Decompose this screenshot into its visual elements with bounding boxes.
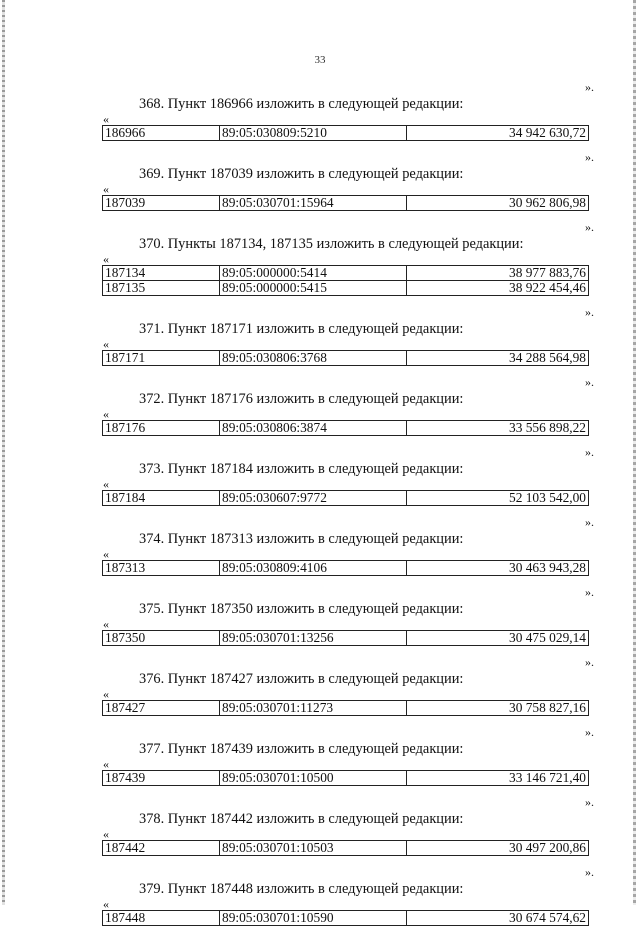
- amendment-heading: 371. Пункт 187171 изложить в следующей редакции:: [139, 321, 464, 337]
- table-row: [103, 421, 589, 436]
- amendment-heading: 379. Пункт 187448 изложить в следующей редакции:: [139, 881, 464, 897]
- opening-quote: «: [103, 182, 109, 196]
- value-cell: 30 475 029,14: [407, 631, 589, 646]
- closing-quote: ».: [585, 150, 594, 164]
- closing-quote: ».: [585, 220, 594, 234]
- cadastral-number-cell: 89:05:030806:3874: [220, 421, 407, 436]
- value-cell: 30 674 574,62: [407, 911, 589, 926]
- closing-quote: ».: [585, 445, 594, 459]
- closing-quote: ».: [585, 725, 594, 739]
- item-number-cell: 187184: [103, 491, 220, 506]
- opening-quote: «: [103, 547, 109, 561]
- section-gap: [0, 576, 640, 585]
- amendment-table: [102, 490, 589, 506]
- amendment-heading: 373. Пункт 187184 изложить в следующей редакции:: [139, 461, 464, 477]
- amendment-table: [102, 420, 589, 436]
- section-gap: [0, 141, 640, 150]
- value-cell: 30 497 200,86: [407, 841, 589, 856]
- cadastral-number-cell: 89:05:030701:10500: [220, 771, 407, 786]
- value-cell: 30 463 943,28: [407, 561, 589, 576]
- amendment-heading: 368. Пункт 186966 изложить в следующей редакции:: [139, 96, 464, 112]
- item-number-cell: 187427: [103, 701, 220, 716]
- cadastral-number-cell: 89:05:030701:10590: [220, 911, 407, 926]
- table-row: [103, 911, 589, 926]
- amendment-heading: 377. Пункт 187439 изложить в следующей редакции:: [139, 741, 464, 757]
- amendment-table: [102, 630, 589, 646]
- value-cell: 38 922 454,46: [407, 281, 589, 296]
- amendment-heading: 378. Пункт 187442 изложить в следующей редакции:: [139, 811, 464, 827]
- value-cell: 38 977 883,76: [407, 266, 589, 281]
- section-gap: [0, 716, 640, 725]
- value-cell: 52 103 542,00: [407, 491, 589, 506]
- item-number-cell: 187171: [103, 351, 220, 366]
- section-gap: [0, 926, 640, 935]
- amendment-section: [0, 725, 640, 795]
- opening-quote: «: [103, 477, 109, 491]
- item-number-cell: 187350: [103, 631, 220, 646]
- closing-quote: ».: [585, 305, 594, 319]
- cadastral-number-cell: 89:05:030701:13256: [220, 631, 407, 646]
- value-cell: 34 288 564,98: [407, 351, 589, 366]
- closing-quote: ».: [585, 585, 594, 599]
- closing-quote: ».: [585, 375, 594, 389]
- section-gap: [0, 211, 640, 220]
- section-gap: [0, 436, 640, 445]
- section-gap: [0, 506, 640, 515]
- table-row: [103, 701, 589, 716]
- table-row: [103, 841, 589, 856]
- amendment-heading: 369. Пункт 187039 изложить в следующей редакции:: [139, 166, 464, 182]
- amendment-table: [102, 770, 589, 786]
- table-row: [103, 196, 589, 211]
- value-cell: 30 758 827,16: [407, 701, 589, 716]
- amendment-section: [0, 795, 640, 865]
- cadastral-number-cell: 89:05:030607:9772: [220, 491, 407, 506]
- item-number-cell: 187135: [103, 281, 220, 296]
- amendment-table: [102, 195, 589, 211]
- amendment-heading: 375. Пункт 187350 изложить в следующей редакции:: [139, 601, 464, 617]
- amendment-section: [0, 305, 640, 375]
- amendment-heading: 370. Пункты 187134, 187135 изложить в следующей редакции:: [139, 236, 524, 252]
- cadastral-number-cell: 89:05:030701:15964: [220, 196, 407, 211]
- table-row: [103, 281, 589, 296]
- amendment-heading: 374. Пункт 187313 изложить в следующей редакции:: [139, 531, 464, 547]
- item-number-cell: 187439: [103, 771, 220, 786]
- amendment-table: [102, 560, 589, 576]
- cadastral-number-cell: 89:05:030806:3768: [220, 351, 407, 366]
- value-cell: 34 942 630,72: [407, 126, 589, 141]
- cadastral-number-cell: 89:05:000000:5415: [220, 281, 407, 296]
- amendment-table: [102, 910, 589, 926]
- amendment-section: [0, 655, 640, 725]
- opening-quote: «: [103, 252, 109, 266]
- closing-quote: ».: [585, 795, 594, 809]
- opening-quote: «: [103, 617, 109, 631]
- amendment-table: [102, 265, 589, 296]
- cadastral-number-cell: 89:05:030701:11273: [220, 701, 407, 716]
- amendment-table: [102, 350, 589, 366]
- section-gap: [0, 856, 640, 865]
- amendment-table: [102, 840, 589, 856]
- closing-quote: ».: [585, 865, 594, 879]
- item-number-cell: 187134: [103, 266, 220, 281]
- page-number: 33: [314, 54, 326, 66]
- item-number-cell: 187313: [103, 561, 220, 576]
- amendment-section: [0, 865, 640, 935]
- amendment-heading: 376. Пункт 187427 изложить в следующей редакции:: [139, 671, 464, 687]
- item-number-cell: 186966: [103, 126, 220, 141]
- closing-quote: ».: [585, 655, 594, 669]
- amendment-section: [0, 80, 640, 150]
- opening-quote: «: [103, 112, 109, 126]
- opening-quote: «: [103, 337, 109, 351]
- amendment-section: [0, 515, 640, 585]
- amendment-table: [102, 700, 589, 716]
- value-cell: 30 962 806,98: [407, 196, 589, 211]
- closing-quote: ».: [585, 80, 594, 94]
- table-row: [103, 491, 589, 506]
- amendment-heading: 372. Пункт 187176 изложить в следующей редакции:: [139, 391, 464, 407]
- opening-quote: «: [103, 757, 109, 771]
- table-row: [103, 266, 589, 281]
- opening-quote: «: [103, 687, 109, 701]
- item-number-cell: 187039: [103, 196, 220, 211]
- document-body: [0, 80, 640, 935]
- opening-quote: «: [103, 407, 109, 421]
- table-row: [103, 126, 589, 141]
- table-row: [103, 561, 589, 576]
- amendment-table: [102, 125, 589, 141]
- amendment-section: [0, 220, 640, 305]
- amendment-section: [0, 445, 640, 515]
- table-row: [103, 771, 589, 786]
- section-gap: [0, 366, 640, 375]
- closing-quote: ».: [585, 515, 594, 529]
- item-number-cell: 187176: [103, 421, 220, 436]
- section-gap: [0, 296, 640, 305]
- cadastral-number-cell: 89:05:030809:5210: [220, 126, 407, 141]
- value-cell: 33 146 721,40: [407, 771, 589, 786]
- table-row: [103, 351, 589, 366]
- section-gap: [0, 786, 640, 795]
- amendment-section: [0, 375, 640, 445]
- cadastral-number-cell: 89:05:030809:4106: [220, 561, 407, 576]
- value-cell: 33 556 898,22: [407, 421, 589, 436]
- amendment-section: [0, 585, 640, 655]
- cadastral-number-cell: 89:05:030701:10503: [220, 841, 407, 856]
- opening-quote: «: [103, 897, 109, 911]
- item-number-cell: 187448: [103, 911, 220, 926]
- opening-quote: «: [103, 827, 109, 841]
- table-row: [103, 631, 589, 646]
- item-number-cell: 187442: [103, 841, 220, 856]
- amendment-section: [0, 150, 640, 220]
- section-gap: [0, 646, 640, 655]
- cadastral-number-cell: 89:05:000000:5414: [220, 266, 407, 281]
